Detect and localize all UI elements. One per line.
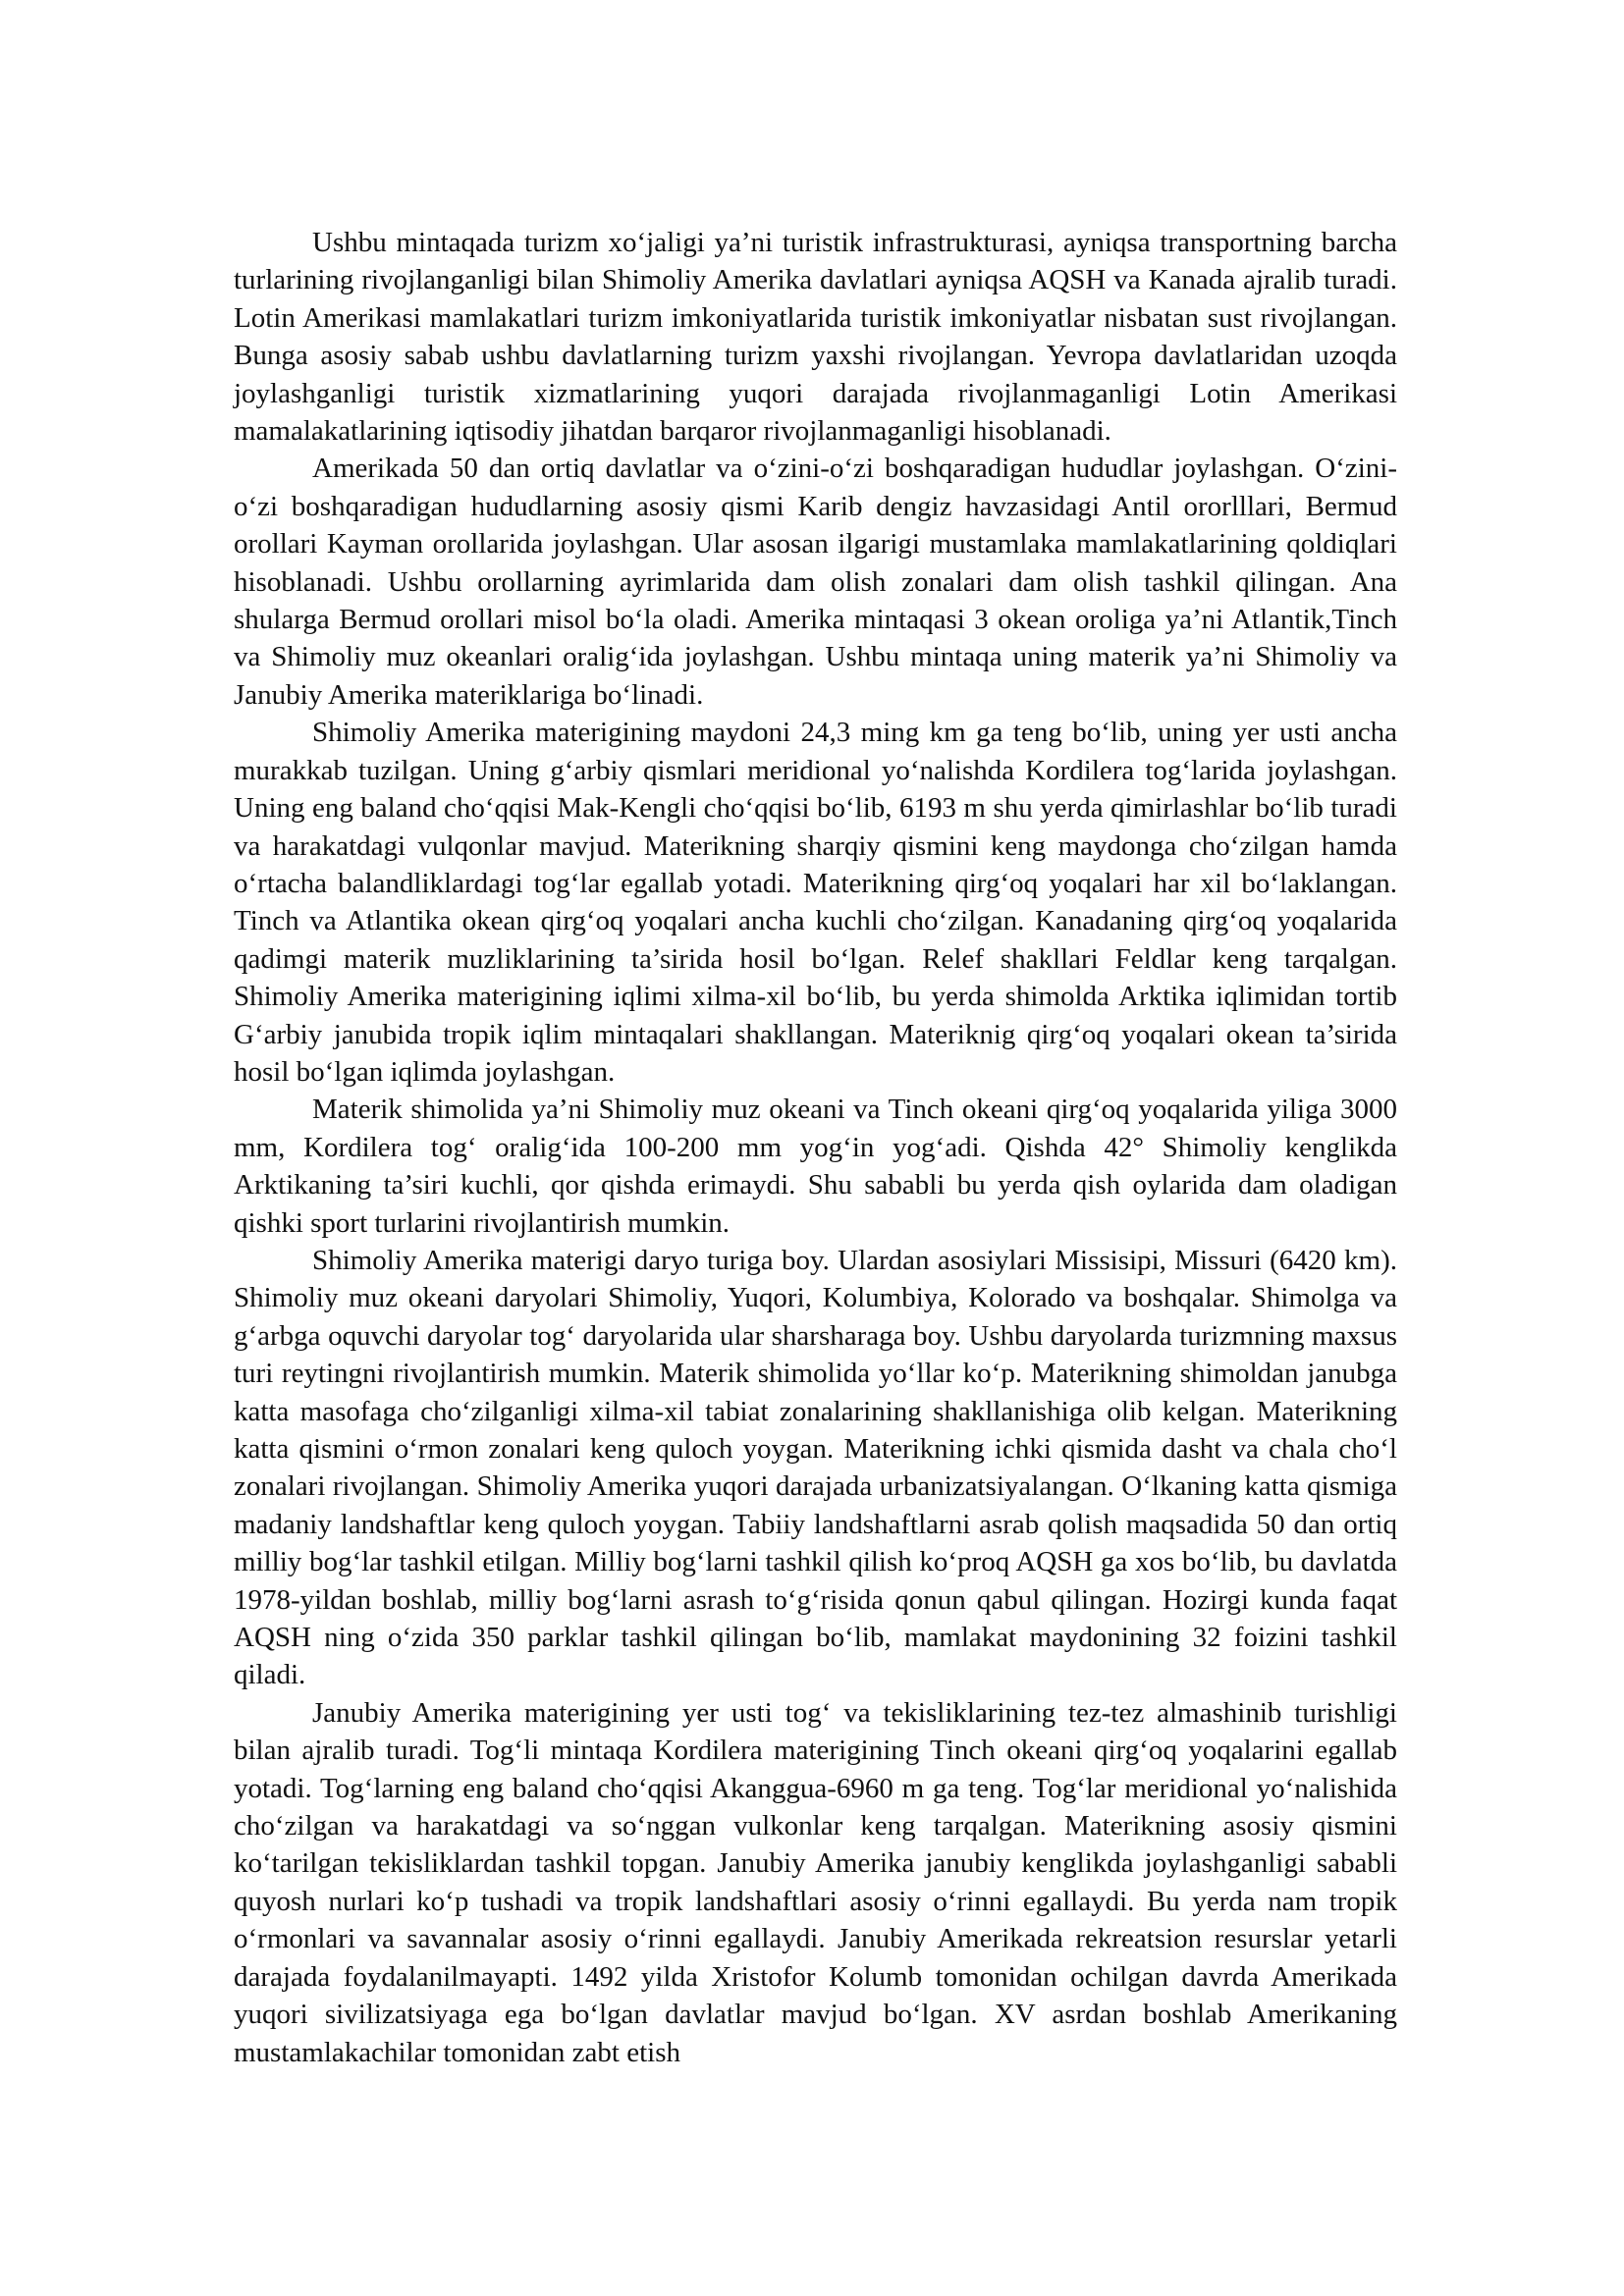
document-page xyxy=(234,224,1397,2071)
paragraph-tourism-infrastructure: Ushbu mintaqada turizm xo‘jaligi ya’ni turistik infrastrukturasi, ayniqsa transportning barcha turlarining rivojlanganligi bilan Shimoliy Amerika davlatlari ayniqsa AQSH va Kanada ajralib turadi. Lotin Amerikasi mamlakatlari turizm imkoniyatlarida turistik imkoniyatlar nisbatan sust rivojlangan. Bunga asosiy sabab ushbu davlatlarning turizm yaxshi rivojlangan. Yevropa davlatlaridan uzoqda joylashganligi turistik xizmatlarining yuqori darajada rivojlanmaganligi Lotin Amerikasi mamalakatlarining iqtisodiy jihatdan barqaror rivojlanmaganligi hisoblanadi. xyxy=(234,227,1397,448)
paragraph-north-america-relief: Shimoliy Amerika materigining maydoni 24,3 ming km ga teng bo‘lib, uning yer usti ancha murakkab tuzilgan. Uning g‘arbiy qismlari meridional yo‘nalishda Kordilera tog‘larida joylashgan. Uning eng baland cho‘qqisi Mak-Kengli cho‘qqisi bo‘lib, 6193 m shu yerda qimirlashlar bo‘lib turadi va harakatdagi vulqonlar mavjud. Materikning sharqiy qismini keng maydonga cho‘zilgan hamda o‘rtacha balandliklardagi tog‘lar egallab yotadi. Materikning qirg‘oq yoqalari har xil bo‘laklangan. Tinch va Atlantika okean qirg‘oq yoqalari ancha kuchli cho‘zilgan. Kanadaning qirg‘oq yoqalarida qadimgi materik muzliklarining ta’sirida hosil bo‘lgan. Relef shakllari Feldlar keng tarqalgan. Shimoliy Amerika materigining iqlimi xilma-xil bo‘lib, bu yerda shimolda Arktika iqlimidan tortib G‘arbiy janubida tropik iqlim mintaqalari shakllangan. Materiknig qirg‘oq yoqalari okean ta’sirida hosil bo‘lgan iqlimda joylashgan. xyxy=(234,717,1397,1088)
paragraph-south-america: Janubiy Amerika materigining yer usti tog‘ va tekisliklarining tez-tez almashinib turishligi bilan ajralib turadi. Tog‘li mintaqa Kordilera materigining Tinch okeani qirg‘oq yoqalarini egallab yotadi. Tog‘larning eng baland cho‘qqisi Akanggua-6960 m ga teng. Tog‘lar meridional yo‘nalishida cho‘zilgan va harakatdagi va so‘nggan vulkonlar keng tarqalgan. Materikning asosiy qismini ko‘tarilgan tekisliklardan tashkil topgan. Janubiy Amerika janubiy kenglikda joylashganligi sababli quyosh nurlari ko‘p tushadi va tropik landshaftlari asosiy o‘rinni egallaydi. Bu yerda nam tropik o‘rmonlari va savannalar asosiy o‘rinni egallaydi. Janubiy Amerikada rekreatsion resurslar yetarli darajada foydalanilmayapti. 1492 yilda Xristofor Kolumb tomonidan ochilgan davrda Amerikada yuqori sivilizatsiyaga ega bo‘lgan davlatlar mavjud bo‘lgan. XV asrdan boshlab Amerikaning mustamlakachilar tomonidan zabt etish xyxy=(234,1696,1397,2068)
paragraph-self-governing-territories: Amerikada 50 dan ortiq davlatlar va o‘zini-o‘zi boshqaradigan hududlar joylashgan. O‘zini-o‘zi boshqaradigan hududlarning asosiy qismi Karib dengiz havzasidagi Antil ororlllari, Bermud orollari Kayman orollarida joylashgan. Ular asosan ilgarigi mustamlaka mamlakatlarining qoldiqlari hisoblanadi. Ushbu orollarning ayrimlarida dam olish zonalari dam olish tashkil qilingan. Ana shularga Bermud orollari misol bo‘la oladi. Amerika mintaqasi 3 okean oroliga ya’ni Atlantik,Tinch va Shimoliy muz okeanlari oralig‘ida joylashgan. Ushbu mintaqa uning materik ya’ni Shimoliy va Janubiy Amerika materiklariga bo‘linadi. xyxy=(234,453,1397,711)
paragraph-north-america-rivers: Shimoliy Amerika materigi daryo turiga boy. Ulardan asosiylari Missisipi, Missuri (6420 km). Shimoliy muz okeani daryolari Shimoliy, Yuqori, Kolumbiya, Kolorado va boshqalar. Shimolga va g‘arbga oquvchi daryolar tog‘ daryolarida ular sharsharaga boy. Ushbu daryolarda turizmning maxsus turi reytingni rivojlantirish mumkin. Materik shimolida yo‘llar ko‘p. Materikning shimoldan janubga katta masofaga cho‘zilganligi xilma-xil tabiat zonalarining shakllanishiga olib kelgan. Materikning katta qismini o‘rmon zonalari keng quloch yoygan. Materikning ichki qismida dasht va chala cho‘l zonalari rivojlangan. Shimoliy Amerika yuqori darajada urbanizatsiyalangan. O‘lkaning katta qismiga madaniy landshaftlar keng quloch yoygan. Tabiiy landshaftlarni asrab qolish maqsadida 50 dan ortiq milliy bog‘lar tashkil etilgan. Milliy bog‘larni tashkil qilish ko‘proq AQSH ga xos bo‘lib, bu davlatda 1978-yildan boshlab, milliy bog‘larni asrash to‘g‘risida qonun qabul qilingan. Hozirgi kunda faqat AQSH ning o‘zida 350 parklar tashkil qilingan bo‘lib, mamlakat maydonining 32 foizini tashkil qiladi. xyxy=(234,1244,1397,1691)
paragraph-north-america-climate: Materik shimolida ya’ni Shimoliy muz okeani va Tinch okeani qirg‘oq yoqalarida yiliga 3000 mm, Kordilera tog‘ oralig‘ida 100-200 mm yog‘in yog‘adi. Qishda 42° Shimoliy kenglikda Arktikaning ta’siri kuchli, qor qishda erimaydi. Shu sababli bu yerda qish oylarida dam oladigan qishki sport turlarini rivojlantirish mumkin. xyxy=(234,1094,1397,1239)
